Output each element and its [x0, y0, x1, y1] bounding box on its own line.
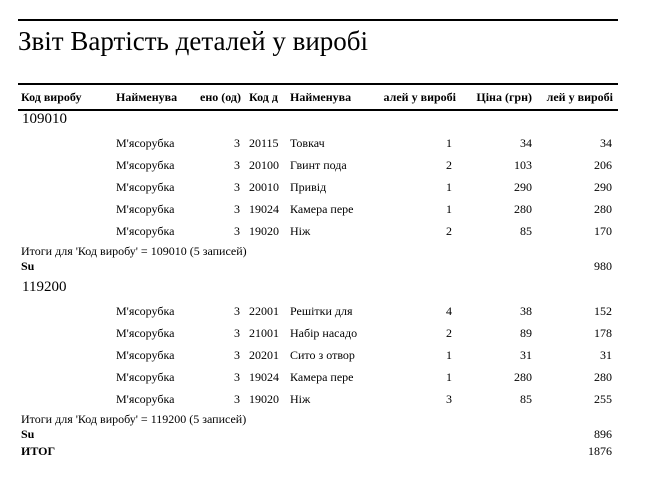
cell-part-name: Сито з отвор	[290, 348, 355, 362]
cell-cost: 290	[594, 180, 612, 194]
group-summary: Итоги для 'Код виробу' = 119200 (5 записей)	[21, 412, 247, 426]
group-summary: Итоги для 'Код виробу' = 109010 (5 записей)	[21, 244, 247, 258]
cell-quantity: 3	[234, 158, 240, 172]
cell-price: 290	[514, 180, 532, 194]
cell-parts-count: 2	[446, 158, 452, 172]
cell-product-name: М'ясорубка	[116, 326, 175, 340]
cell-part-name: Решітки для	[290, 304, 353, 318]
header-rule-bottom	[18, 109, 618, 111]
cell-product-name: М'ясорубка	[116, 136, 175, 150]
cell-quantity: 3	[234, 136, 240, 150]
table-row	[0, 302, 645, 320]
cell-parts-count: 1	[446, 348, 452, 362]
cell-product-name: М'ясорубка	[116, 202, 175, 216]
table-row	[0, 346, 645, 364]
header-cost-per-product: лей у виробі	[546, 90, 613, 104]
table-row	[0, 178, 645, 196]
group-sum-value: 896	[594, 427, 612, 441]
table-row	[0, 368, 645, 386]
header-product-name: Найменува	[116, 90, 178, 104]
cell-part-code: 20115	[249, 136, 279, 150]
cell-quantity: 3	[234, 392, 240, 406]
cell-part-code: 19020	[249, 224, 279, 238]
cell-quantity: 3	[234, 326, 240, 340]
group-sum-value: 980	[594, 259, 612, 273]
cell-part-code: 21001	[249, 326, 279, 340]
header-product-code: Код виробу	[21, 90, 82, 104]
cell-product-name: М'ясорубка	[116, 370, 175, 384]
cell-quantity: 3	[234, 304, 240, 318]
top-rule	[18, 19, 618, 21]
grand-total-label: ИТОГ	[21, 444, 56, 458]
header-rule-top	[18, 83, 618, 85]
cell-cost: 280	[594, 370, 612, 384]
group-sum-label: Su	[21, 259, 35, 273]
table-row	[0, 324, 645, 342]
cell-price: 85	[520, 392, 532, 406]
cell-part-code: 19024	[249, 202, 279, 216]
cell-product-name: М'ясорубка	[116, 348, 175, 362]
cell-part-name: Камера пере	[290, 202, 354, 216]
cell-product-name: М'ясорубка	[116, 392, 175, 406]
cell-product-name: М'ясорубка	[116, 224, 175, 238]
cell-price: 103	[514, 158, 532, 172]
table-row	[0, 156, 645, 174]
header-part-code: Код д	[249, 90, 278, 104]
cell-product-name: М'ясорубка	[116, 180, 175, 194]
cell-cost: 170	[594, 224, 612, 238]
cell-parts-count: 2	[446, 224, 452, 238]
table-row	[0, 222, 645, 240]
table-row	[0, 134, 645, 152]
group-sum-label: Su	[21, 427, 35, 441]
cell-quantity: 3	[234, 202, 240, 216]
report-title: Звіт Вартість деталей у виробі	[18, 26, 369, 56]
cell-cost: 34	[600, 136, 612, 150]
cell-part-code: 20201	[249, 348, 279, 362]
cell-parts-count: 1	[446, 370, 452, 384]
cell-parts-count: 2	[446, 326, 452, 340]
cell-part-code: 22001	[249, 304, 279, 318]
cell-price: 31	[520, 348, 532, 362]
cell-part-name: Камера пере	[290, 370, 354, 384]
group-code: 109010	[22, 111, 67, 127]
cell-price: 280	[514, 202, 532, 216]
cell-product-name: М'ясорубка	[116, 158, 175, 172]
cell-quantity: 3	[234, 224, 240, 238]
cell-parts-count: 1	[446, 180, 452, 194]
table-row	[0, 390, 645, 408]
cell-price: 85	[520, 224, 532, 238]
cell-part-name: Товкач	[290, 136, 325, 150]
cell-product-name: М'ясорубка	[116, 304, 175, 318]
cell-part-name: Ніж	[290, 224, 311, 238]
cell-part-code: 19020	[249, 392, 279, 406]
grand-total-value: 1876	[588, 444, 612, 458]
cell-cost: 255	[594, 392, 612, 406]
cell-cost: 206	[594, 158, 612, 172]
cell-price: 38	[520, 304, 532, 318]
header-parts-per-product: алей у виробі	[383, 90, 456, 104]
cell-cost: 31	[600, 348, 612, 362]
table-row	[0, 200, 645, 218]
cell-part-code: 20010	[249, 180, 279, 194]
cell-quantity: 3	[234, 370, 240, 384]
cell-parts-count: 3	[446, 392, 452, 406]
cell-part-name: Ніж	[290, 392, 311, 406]
cell-cost: 178	[594, 326, 612, 340]
cell-cost: 152	[594, 304, 612, 318]
cell-part-code: 20100	[249, 158, 279, 172]
group-code: 119200	[22, 279, 67, 295]
header-price: Ціна (грн)	[476, 90, 532, 104]
cell-parts-count: 1	[446, 136, 452, 150]
cell-cost: 280	[594, 202, 612, 216]
cell-part-code: 19024	[249, 370, 279, 384]
header-part-name: Найменува	[290, 90, 352, 104]
header-quantity: ено (од)	[200, 90, 241, 104]
cell-part-name: Гвинт пода	[290, 158, 347, 172]
cell-part-name: Набір насадо	[290, 326, 358, 340]
cell-quantity: 3	[234, 180, 240, 194]
cell-price: 89	[520, 326, 532, 340]
cell-price: 280	[514, 370, 532, 384]
cell-parts-count: 4	[446, 304, 452, 318]
cell-price: 34	[520, 136, 532, 150]
cell-part-name: Привід	[290, 180, 327, 194]
cell-quantity: 3	[234, 348, 240, 362]
cell-parts-count: 1	[446, 202, 452, 216]
